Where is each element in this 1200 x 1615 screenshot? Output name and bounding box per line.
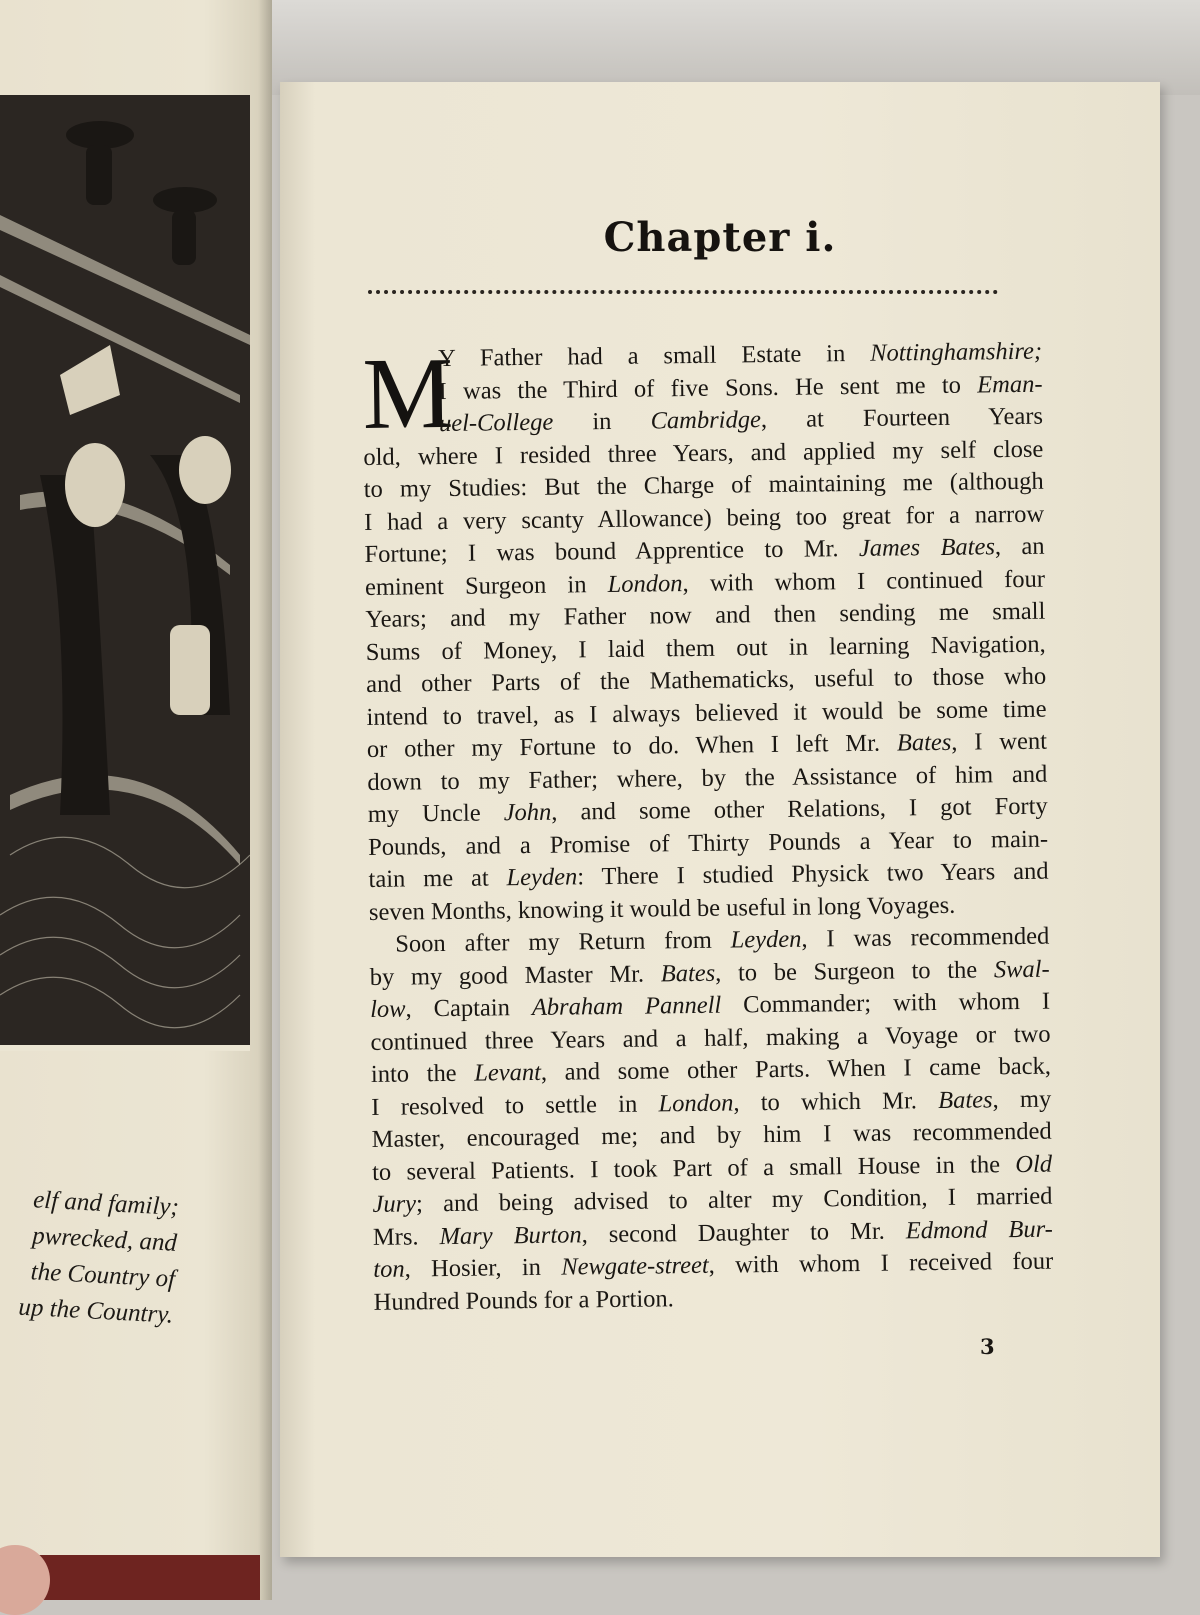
paragraph <box>362 336 1049 929</box>
italic-text: Newgate-street <box>561 1251 709 1281</box>
text-span: , my <box>992 1085 1052 1113</box>
italic-text: London <box>607 569 683 598</box>
italic-text: Old <box>1015 1150 1053 1178</box>
caption-line: elf and family; <box>32 1186 180 1221</box>
text-span: Pounds, and a Promise of Thirty Pounds a Year to main- <box>367 825 1049 861</box>
italic-text: Jury <box>372 1190 417 1218</box>
italic-text: John <box>503 798 552 827</box>
italic-text: Leyden <box>730 925 802 954</box>
drop-cap: M <box>361 336 455 451</box>
text-span: Fortune; I was bound Apprentice to Mr. <box>364 534 860 568</box>
text-span: , an <box>994 532 1045 561</box>
text-span: old, where I resided three Years, and applied my self close <box>363 435 1044 471</box>
text-span: , I was recommended <box>801 922 1050 953</box>
text-span: by my good Master Mr. <box>369 959 661 991</box>
body-text <box>362 336 1054 1319</box>
text-span: Mrs. <box>372 1222 440 1251</box>
text-span: I resolved to settle in <box>371 1089 659 1121</box>
caption-line: pwrecked, and <box>31 1222 178 1257</box>
italic-text: Bates <box>896 728 952 757</box>
text-span: Sums of Money, I laid them out in learning Navigation, <box>365 630 1046 666</box>
italic-text: Swal- <box>993 955 1050 983</box>
dotted-rule <box>368 290 998 294</box>
text-span: my Uncle <box>367 799 504 828</box>
text-span: intend to travel, as I always believed it would be some time <box>366 695 1047 731</box>
italic-text: Cambridge <box>650 406 762 435</box>
paragraph <box>369 921 1054 1319</box>
page-gutter-shadow <box>258 0 272 1600</box>
text-span: Y Father had a small Estate in <box>438 339 871 373</box>
chapter-heading: Chapter i. <box>603 214 837 261</box>
text-span: into the <box>370 1059 475 1088</box>
italic-text: Edmond Bur- <box>905 1215 1054 1244</box>
text-span: in <box>553 407 651 436</box>
text-span: Years; and my Father now and then sending me small <box>365 597 1046 633</box>
text-span: eminent Surgeon in <box>364 570 608 601</box>
text-span: to several Patients. I took Part of a small House in the <box>371 1150 1016 1186</box>
text-span: , with whom I continued four <box>682 565 1046 597</box>
italic-text: Leyden <box>506 863 578 892</box>
text-span: I had a very scanty Allowance) being too great for a narrow <box>364 500 1045 536</box>
italic-text: Levant <box>474 1058 542 1087</box>
text-span: continued three Years and a half, making a Voyage or two <box>370 1020 1051 1056</box>
text-span: ; and being advised to alter my Condition, I married <box>415 1182 1053 1218</box>
italic-text: Nottinghamshire; <box>870 337 1043 367</box>
text-span: , and some other Parts. When I came back, <box>540 1052 1052 1086</box>
text-span: I was the Third of five Sons. He sent me to <box>438 370 978 405</box>
italic-text: Bates <box>937 1085 993 1114</box>
italic-text: James Bates <box>858 533 996 562</box>
text-span: tain me at <box>368 864 507 893</box>
text-span: : There I studied Physick two Years and <box>577 857 1049 891</box>
text-span: or other my Fortune to do. When I left Mr. <box>366 729 898 763</box>
italic-text: low <box>369 995 406 1023</box>
text-span: , I went <box>951 727 1048 756</box>
text-span: Commander; with whom I <box>721 987 1051 1019</box>
right-page <box>280 82 1160 1557</box>
woodcut-illustration <box>0 95 260 1055</box>
italic-text: London <box>658 1089 734 1117</box>
text-span: , and some other Relations, I got Forty <box>551 792 1048 826</box>
text-span: , Captain <box>405 993 533 1023</box>
text-span: down to my Father; where, by the Assistance of him and <box>367 760 1048 796</box>
text-span: , at Fourteen Years <box>760 402 1044 434</box>
caption-line: the Country of <box>30 1258 176 1293</box>
left-page <box>0 0 272 1600</box>
text-span: , to be Surgeon to the <box>715 955 995 987</box>
illustration-caption <box>0 1180 180 1334</box>
text-span: , with whom I received four <box>708 1247 1054 1279</box>
text-span: , second Daughter to Mr. <box>581 1216 906 1248</box>
text-span: and other Parts of the Mathematicks, useful to those who <box>365 662 1047 698</box>
text-span: Hundred Pounds for a Portion. <box>373 1284 674 1316</box>
caption-line: up the Country. <box>17 1293 174 1329</box>
text-span: Master, encouraged me; and by him I was recommended <box>371 1117 1052 1153</box>
italic-text: Eman- <box>977 370 1043 398</box>
page-number: 3 <box>980 1334 995 1359</box>
italic-text: ton <box>373 1255 405 1283</box>
italic-text: uel-College <box>438 408 554 438</box>
italic-text: Abraham Pannell <box>531 991 722 1021</box>
text-span: , to which Mr. <box>733 1086 939 1117</box>
text-span: Soon after my Return from <box>395 926 731 958</box>
text-span: seven Months, knowing it would be useful in long Voyages. <box>368 891 956 926</box>
italic-text: Bates <box>660 959 716 987</box>
italic-text: Mary Burton <box>439 1220 582 1250</box>
text-span: to my Studies: But the Charge of maintaining me (although <box>363 467 1044 503</box>
text-span: , Hosier, in <box>404 1253 562 1283</box>
